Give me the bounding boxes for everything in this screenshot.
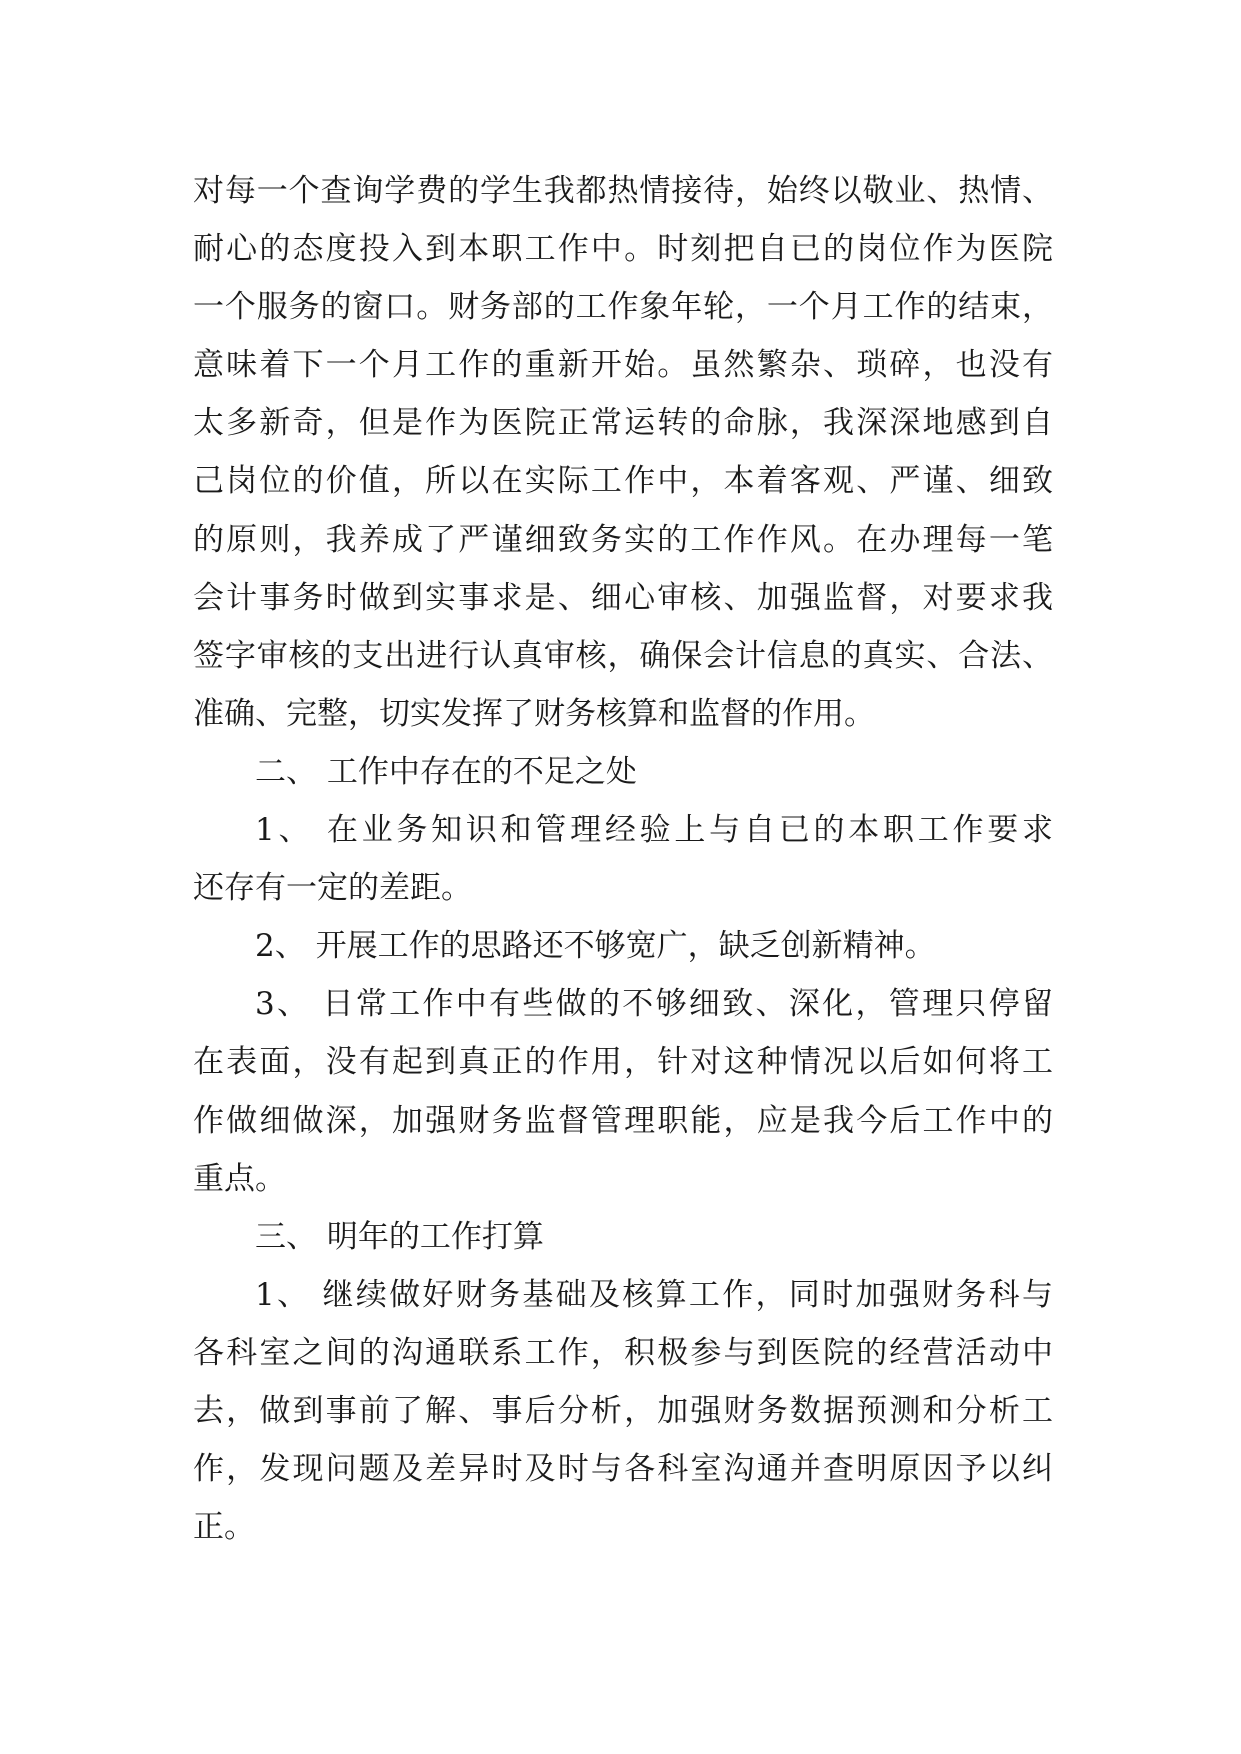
paragraph-line: 太多新奇，但是作为医院正常运转的命脉，我深深地感到自: [193, 405, 1053, 442]
paragraph-line: 签字审核的支出进行认真审核，确保会计信息的真实、合法、: [193, 637, 1053, 674]
paragraph-line: 己岗位的价值，所以在实际工作中，本着客观、严谨、细致: [193, 463, 1053, 500]
list-item-line: 去，做到事前了解、事后分析，加强财务数据预测和分析工: [193, 1392, 1053, 1429]
list-item-line: 各科室之间的沟通联系工作，积极参与到医院的经营活动中: [193, 1334, 1053, 1371]
list-item-line: 1、 在业务知识和管理经验上与自已的本职工作要求: [255, 812, 1053, 849]
paragraph-line: 的原则，我养成了严谨细致务实的工作作风。在办理每一笔: [193, 521, 1053, 558]
paragraph-line: 准确、完整，切实发挥了财务核算和监督的作用。: [193, 695, 875, 732]
list-item-line: 重点。: [193, 1160, 286, 1197]
list-item-line: 作，发现问题及差异时及时与各科室沟通并查明原因予以纠: [193, 1451, 1053, 1488]
paragraph-line: 对每一个查询学费的学生我都热情接待，始终以敬业、热情、: [193, 173, 1053, 209]
list-item-line: 还存有一定的差距。: [193, 870, 472, 907]
list-item-line: 3、 日常工作中有些做的不够细致、深化，管理只停留: [255, 986, 1053, 1023]
list-item-line: 正。: [193, 1509, 255, 1546]
paragraph-line: 会计事务时做到实事求是、细心审核、加强监督，对要求我: [193, 579, 1053, 616]
list-item-line: 在表面，没有起到真正的作用，针对这种情况以后如何将工: [193, 1044, 1053, 1081]
list-item-line: 1、 继续做好财务基础及核算工作，同时加强财务科与: [255, 1276, 1053, 1313]
list-item-line: 作做细做深，加强财务监督管理职能，应是我今后工作中的: [193, 1102, 1053, 1139]
section-heading: 三、 明年的工作打算: [255, 1218, 544, 1255]
list-item-line: 2、 开展工作的思路还不够宽广，缺乏创新精神。: [255, 928, 936, 965]
paragraph-line: 意味着下一个月工作的重新开始。虽然繁杂、琐碎，也没有: [193, 347, 1053, 384]
paragraph-line: 一个服务的窗口。财务部的工作象年轮，一个月工作的结束，: [193, 289, 1053, 326]
document-body: [193, 162, 1053, 1556]
paragraph-line: 耐心的态度投入到本职工作中。时刻把自已的岗位作为医院: [193, 231, 1053, 268]
section-heading: 二、 工作中存在的不足之处: [255, 753, 637, 790]
